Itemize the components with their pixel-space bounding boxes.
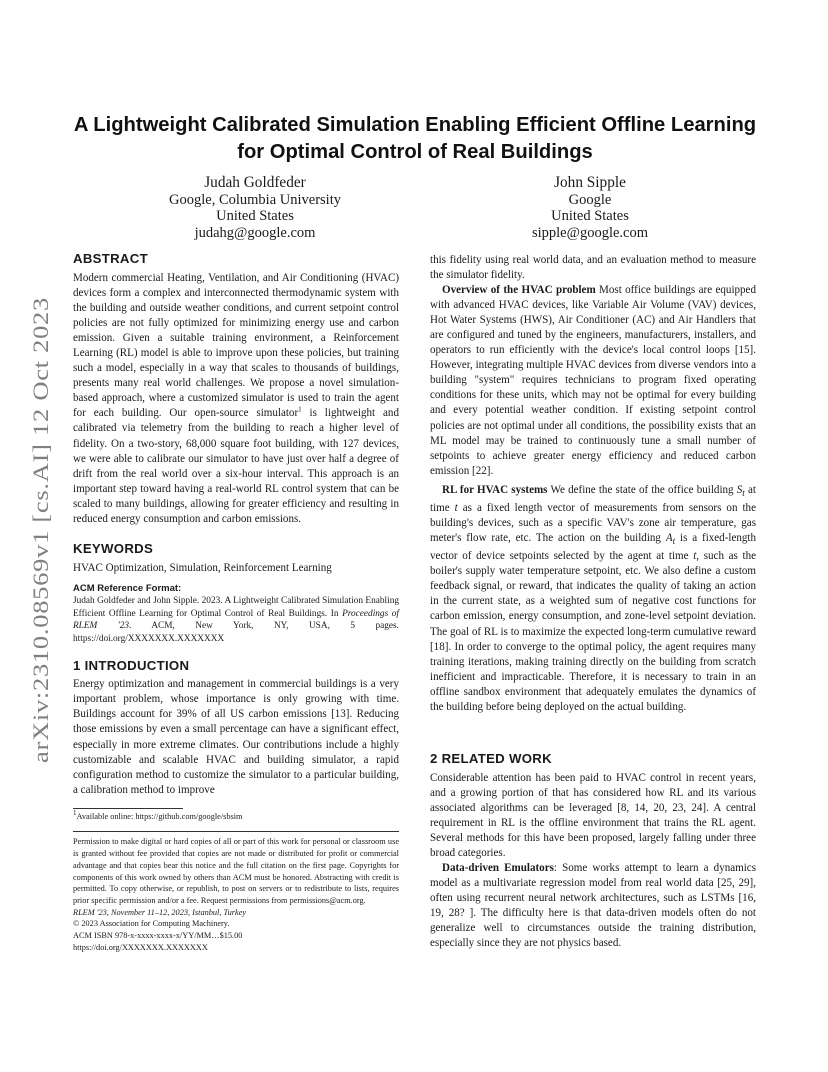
footnote — [73, 808, 399, 823]
introduction-text: Energy optimization and management in commercial buildings is a very important problem, whose importance is only growing with time. Buildings account for 39% of all US carbon emissions [13]. Reducing those emissions by even a small percentage can have a significant effect, especially in more extreme climates. Our contributions include a highly customizable and scalable HVAC and building simulator, a rapid configuration method to customize the simulator to a particular building, a calibration method to improve — [73, 678, 399, 796]
action-symbol: A — [665, 532, 673, 545]
keywords-heading: KEYWORDS — [73, 540, 154, 556]
left-column — [73, 251, 399, 953]
introduction-heading: 1 INTRODUCTION — [73, 658, 190, 674]
rl-text-e: , such as the boiler's supply water temperature setpoint, etc. We also define a custom feedback signal, or reward, that indicates the quality of taking an action in the current state, as a weighted sum of negative cost functions for carbon emission, energy consumption, and zone-level setpoint deviation. The goal of RL is to maximize the expected long-term cumulative reward [18]. In order to converge to the optimal policy, the agent requires many training iterations, making training directly on the building from scratch inefficient and impracticable. Therefore, it is necessary to train in an offline sandbox environment that adequately emulates the dynamics of the building before being deployed on the actual building. — [430, 550, 757, 713]
ref-text-b: . ACM, New York, NY, USA, 5 pages. https://doi.org/XXXXXXX.XXXXXXX — [73, 621, 399, 644]
footnote-marker[interactable]: 1 — [298, 405, 302, 414]
abstract-text-b: is lightweight and calibrated via telemetry from the building to reach a higher level of fidelity. On a two-story, 68,000 square foot building, with 127 devices, we were able to calibrate our simulator to have just over half a degree of drift from the real world over a six-hour interval. This approach is an important step toward having a real-world RL control system that can be scaled to many buildings, allowing for greater efficiency and resulting in reduced energy consumption and carbon emissions. — [73, 407, 399, 525]
conference-info: RLEM '23, November 11–12, 2023, Istanbul, Turkey — [73, 907, 247, 917]
introduction-continued: this fidelity using real world data, and an evaluation method to measure the simulator fidelity. — [430, 254, 756, 282]
copyright-block — [73, 836, 399, 953]
overview-paragraph — [430, 283, 756, 479]
time-symbol: t — [693, 550, 697, 563]
copyright-rule — [73, 831, 399, 832]
paper-title: A Lightweight Calibrated Simulation Enabling Efficient Offline Learning for Optimal Control of Real Buildings — [73, 114, 757, 163]
author-affiliation: Google, Columbia University — [169, 191, 341, 208]
related-work-heading: 2 RELATED WORK — [430, 750, 552, 766]
author-name: John Sipple — [554, 174, 626, 191]
rl-text-b: at time — [430, 483, 756, 514]
keywords-text: HVAC Optimization, Simulation, Reinforcement Learning — [73, 561, 332, 574]
rl-paragraph — [430, 483, 756, 715]
time-symbol: t — [454, 501, 458, 514]
rl-text-c: as a fixed length vector of measurements from sensors on the building's devices, such as a specific VAV's zone air temperature, gas meter's flow rate, etc. The action on the building — [430, 501, 756, 545]
abstract-text-a: Modern commercial Heating, Ventilation, and Air Conditioning (HVAC) devices form a complex and interconnected thermodynamic system with the building and outside weather conditions, and current setpoint control policies are not fully optimized for minimizing energy use and carbon emission. Given a suitable training environment, a Reinforcement Learning (RL) model is able to improve upon these policies, but training such a model, especially in a way that scales to thousands of buildings, presents many real world challenges. We propose a novel simulation-based approach, where a customized simulator is used to train the agent for each building. Our open-source simulator — [73, 272, 399, 420]
right-column — [430, 253, 756, 951]
data-driven-text: : Some works attempt to learn a dynamics model as a multivariate regression model from real world data [25, 29], often using recurrent neural network architectures, such as LSTMs [16, 19, 28? ]. The difficulty here is that data-driven models often do not generalize well to circumstances outside the training distribution, especially since they are not physics based. — [430, 862, 757, 950]
author-block-1 — [150, 175, 360, 241]
author-email[interactable]: judahg@google.com — [194, 224, 316, 241]
rl-text-a: We define the state of the office building — [547, 483, 737, 496]
footnote-rule — [73, 808, 183, 809]
action-subscript: t — [672, 536, 676, 547]
permission-notice: Permission to make digital or hard copies of all or part of this work for personal or classroom use is granted without fee provided that copies are not made or distributed for profit or commercial advantage and that copies bear this notice and the full citation on the first page. Copyrights for components of this work owned by others than ACM must be honored. Abstracting with credit is permitted. To copy otherwise, or republish, to post on servers or to redistribute to lists, requires prior specific permission and/or a fee. Request permissions from permissions@acm.org. — [73, 837, 399, 905]
isbn: ACM ISBN 978-x-xxxx-xxxx-x/YY/MM…$15.00 — [73, 931, 243, 941]
author-block-2 — [480, 175, 700, 241]
author-country: United States — [216, 208, 294, 224]
ref-venue: Proceedings of RLEM '23 — [73, 608, 399, 632]
state-subscript: t — [742, 487, 745, 498]
author-name: Judah Goldfeder — [204, 174, 306, 191]
arxiv-stamp-svg — [18, 295, 58, 765]
data-driven-paragraph — [430, 861, 756, 951]
doi-link[interactable]: https://doi.org/XXXXXXX.XXXXXXX — [73, 942, 208, 952]
reference-format — [73, 583, 399, 646]
data-driven-heading: Data-driven Emulators — [442, 862, 554, 875]
related-work-text: Considerable attention has been paid to HVAC control in recent years, and a growing portion of that has considered how RL and its various associated algorithms can be leveraged [8, 14, 20, 23, 24]. A central requirement in RL is the offline environment that trains the RL agent. Several methods for this have been proposed, largely falling under three broad categories. — [430, 771, 756, 860]
reference-format-label: ACM Reference Format: — [73, 582, 182, 594]
abstract-heading: ABSTRACT — [73, 251, 148, 266]
reference-format-text — [73, 595, 399, 645]
author-country: United States — [551, 208, 629, 224]
ref-text-a: Judah Goldfeder and John Sipple. 2023. A Lightweight Calibrated Simulation Enabling Efficient Offline Learning for Optimal Control of Real Buildings. In — [73, 596, 399, 619]
arxiv-identifier: arXiv:2310.08569v1 [cs.AI] 12 Oct 2023 — [28, 367, 53, 763]
rl-text-d: is a fixed-length vector of device setpoints selected by the agent at time — [430, 532, 756, 563]
author-affiliation: Google — [568, 191, 612, 208]
author-email[interactable]: sipple@google.com — [531, 224, 649, 241]
overview-heading: Overview of the HVAC problem — [442, 284, 596, 297]
footnote-mark: 1 — [73, 808, 77, 817]
overview-text: Most office buildings are equipped with advanced HVAC devices, like Variable Air Volume (VAV) devices, Hot Water Systems (HWS), Air Conditioner (AC) and Air Handlers that are configured and tuned by the engineers, manufacturers, installers, and operators to run efficiently with the device's local control loops [15]. However, integrating multiple HVAC devices from diverse vendors into a building "system" requires technicians to program fixed operating conditions for these units, which may not be optimal for every building and every potential weather condition. If existing setpoint control policies are not optimal under all conditions, the possibility exists that an ML model may be trained to continuously tune a small number of setpoints to achieve greater energy efficiency and reduced carbon emission [22]. — [430, 284, 756, 477]
rl-heading: RL for HVAC systems — [442, 483, 548, 496]
abstract-text — [73, 271, 399, 527]
state-symbol: S — [736, 483, 743, 496]
copyright-holder: © 2023 Association for Computing Machinery. — [73, 919, 230, 929]
footnote-text[interactable]: Available online: https://github.com/google/sbsim — [76, 811, 243, 821]
arxiv-side-stamp — [18, 295, 58, 765]
